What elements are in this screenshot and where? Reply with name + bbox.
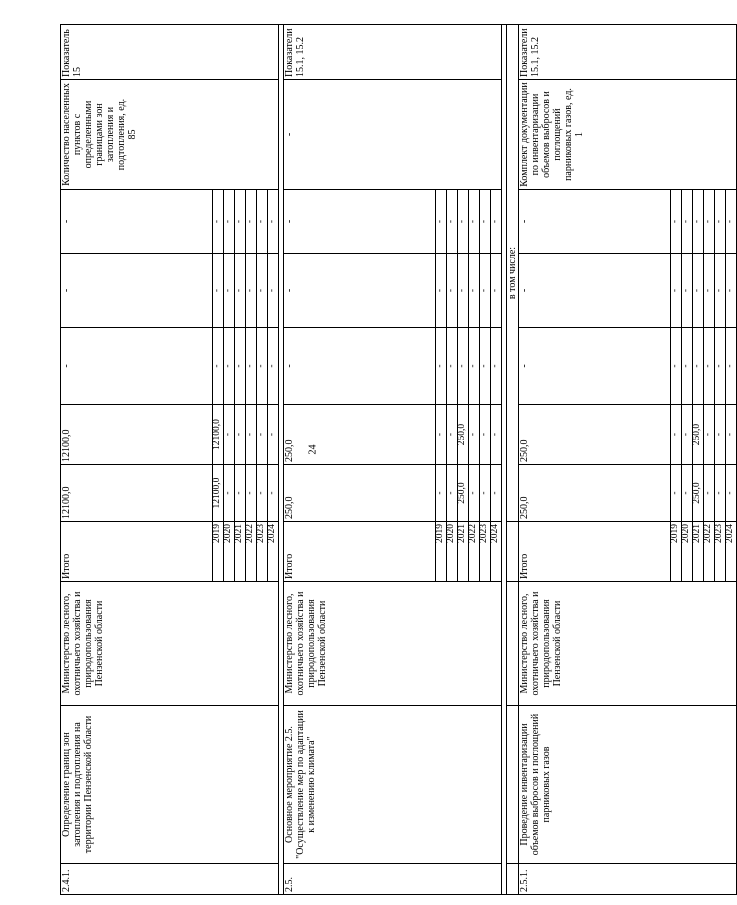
total-value-3: - bbox=[519, 254, 671, 328]
year-cell: 2023 bbox=[257, 522, 268, 582]
activity-executor: Министерство лесного, охотничьего хозяйства и природопользования Пензенской области bbox=[61, 582, 279, 706]
year-value-3: - bbox=[436, 254, 447, 328]
total-value-1: 250,0 bbox=[519, 405, 671, 465]
year-value-4: - bbox=[726, 190, 737, 254]
year-value-0: - bbox=[436, 465, 447, 522]
year-cell: 2021 bbox=[235, 522, 246, 582]
year-cell: 2023 bbox=[480, 522, 491, 582]
indicator-ref: Показатели 15.1, 15.2 bbox=[284, 25, 502, 80]
page-number: 24 bbox=[307, 444, 319, 455]
year-value-1: - bbox=[235, 405, 246, 465]
year-cell: 2022 bbox=[704, 522, 715, 582]
year-value-0: - bbox=[268, 465, 279, 522]
year-cell: 2019 bbox=[436, 522, 447, 582]
year-value-1: - bbox=[224, 405, 235, 465]
year-value-4: - bbox=[704, 190, 715, 254]
activity-name: Основное мероприятие 2.5. "Осуществление мер по адаптации к изменению климата" bbox=[284, 706, 502, 864]
year-value-1: - bbox=[715, 405, 726, 465]
year-cell: 2024 bbox=[491, 522, 502, 582]
year-value-4: - bbox=[224, 190, 235, 254]
activity-name: Определение границ зон затопления и подтопления на территории Пензенской области bbox=[61, 706, 279, 864]
year-value-3: - bbox=[458, 254, 469, 328]
indicator-value: 85 bbox=[127, 129, 138, 140]
year-value-4: - bbox=[715, 190, 726, 254]
year-value-2: - bbox=[257, 328, 268, 405]
year-value-0: - bbox=[671, 465, 682, 522]
year-value-2: - bbox=[458, 328, 469, 405]
year-value-2: - bbox=[682, 328, 693, 405]
intro-empty bbox=[507, 582, 519, 706]
total-value-0: 250,0 bbox=[519, 465, 671, 522]
year-value-4: - bbox=[469, 190, 480, 254]
total-label: Итого bbox=[284, 522, 436, 582]
year-value-4: - bbox=[480, 190, 491, 254]
year-value-1: - bbox=[726, 405, 737, 465]
year-value-4: - bbox=[682, 190, 693, 254]
year-value-3: - bbox=[726, 254, 737, 328]
year-value-2: - bbox=[235, 328, 246, 405]
year-value-1: - bbox=[246, 405, 257, 465]
total-value-2: - bbox=[284, 328, 436, 405]
year-value-4: - bbox=[491, 190, 502, 254]
indicator-ref: Показатели 15.1, 15.2 bbox=[519, 25, 737, 80]
intro-empty bbox=[507, 706, 519, 864]
year-value-2: - bbox=[671, 328, 682, 405]
year-value-4: - bbox=[257, 190, 268, 254]
year-value-0: - bbox=[224, 465, 235, 522]
year-cell: 2020 bbox=[447, 522, 458, 582]
activity-number: 2.4.1. bbox=[61, 864, 279, 895]
total-label: Итого bbox=[519, 522, 671, 582]
year-value-4: - bbox=[235, 190, 246, 254]
year-cell: 2024 bbox=[726, 522, 737, 582]
indicator-ref: Показатель 15 bbox=[61, 25, 279, 80]
intro-row bbox=[507, 25, 519, 895]
year-value-1: - bbox=[447, 405, 458, 465]
program-activities-table bbox=[60, 24, 737, 895]
year-value-0: 250,0 bbox=[693, 465, 704, 522]
year-value-0: - bbox=[246, 465, 257, 522]
year-value-1: - bbox=[469, 405, 480, 465]
year-cell: 2021 bbox=[458, 522, 469, 582]
indicator-name: - bbox=[284, 132, 295, 137]
year-value-3: - bbox=[715, 254, 726, 328]
year-cell: 2019 bbox=[213, 522, 224, 582]
total-value-3: - bbox=[61, 254, 213, 328]
year-value-0: - bbox=[704, 465, 715, 522]
year-value-4: - bbox=[458, 190, 469, 254]
year-value-1: - bbox=[436, 405, 447, 465]
total-value-4: - bbox=[284, 190, 436, 254]
indicator-cell bbox=[519, 80, 737, 190]
total-value-4: - bbox=[61, 190, 213, 254]
year-value-1: - bbox=[491, 405, 502, 465]
total-value-3: - bbox=[284, 254, 436, 328]
year-value-1: - bbox=[682, 405, 693, 465]
indicator-cell bbox=[61, 80, 279, 190]
year-value-2: - bbox=[693, 328, 704, 405]
total-value-1: 12100,0 bbox=[61, 405, 213, 465]
year-cell: 2021 bbox=[693, 522, 704, 582]
activity-number: 2.5. bbox=[284, 864, 502, 895]
indicator-name: Комплект документации по инвентаризации объемов выбросов и поглощений парниковых газов, ед. bbox=[519, 82, 574, 187]
year-value-1: - bbox=[268, 405, 279, 465]
year-value-4: - bbox=[693, 190, 704, 254]
year-value-2: - bbox=[491, 328, 502, 405]
year-value-1: 250,0 bbox=[458, 405, 469, 465]
indicator-value: 1 bbox=[574, 132, 585, 137]
total-value-1: 250,0 bbox=[284, 405, 436, 465]
activity-main-row bbox=[519, 25, 671, 895]
year-value-3: - bbox=[213, 254, 224, 328]
year-value-2: - bbox=[726, 328, 737, 405]
year-value-3: - bbox=[491, 254, 502, 328]
year-value-3: - bbox=[447, 254, 458, 328]
year-value-0: - bbox=[469, 465, 480, 522]
year-value-1: - bbox=[671, 405, 682, 465]
year-value-2: - bbox=[224, 328, 235, 405]
year-value-4: - bbox=[246, 190, 257, 254]
total-value-0: 250,0 bbox=[284, 465, 436, 522]
year-value-3: - bbox=[469, 254, 480, 328]
year-value-0: - bbox=[682, 465, 693, 522]
year-value-2: - bbox=[469, 328, 480, 405]
year-cell: 2023 bbox=[715, 522, 726, 582]
year-value-0: - bbox=[715, 465, 726, 522]
year-value-4: - bbox=[436, 190, 447, 254]
table-body bbox=[61, 25, 737, 895]
rotated-table-wrapper bbox=[60, 25, 735, 895]
year-value-3: - bbox=[671, 254, 682, 328]
year-value-2: - bbox=[268, 328, 279, 405]
year-cell: 2019 bbox=[671, 522, 682, 582]
year-cell: 2022 bbox=[469, 522, 480, 582]
year-cell: 2020 bbox=[224, 522, 235, 582]
year-value-2: - bbox=[447, 328, 458, 405]
intro-empty bbox=[507, 864, 519, 895]
year-value-2: - bbox=[246, 328, 257, 405]
year-value-4: - bbox=[671, 190, 682, 254]
year-value-0: - bbox=[491, 465, 502, 522]
year-value-0: - bbox=[257, 465, 268, 522]
activity-executor: Министерство лесного, охотничьего хозяйства и природопользования Пензенской области bbox=[519, 582, 737, 706]
year-value-2: - bbox=[213, 328, 224, 405]
year-value-4: - bbox=[213, 190, 224, 254]
year-value-3: - bbox=[704, 254, 715, 328]
year-value-0: 250,0 bbox=[458, 465, 469, 522]
activity-number: 2.5.1. bbox=[519, 864, 737, 895]
intro-empty bbox=[507, 522, 519, 582]
year-value-4: - bbox=[447, 190, 458, 254]
year-value-2: - bbox=[715, 328, 726, 405]
year-cell: 2022 bbox=[246, 522, 257, 582]
year-value-3: - bbox=[682, 254, 693, 328]
year-value-3: - bbox=[693, 254, 704, 328]
year-value-1: - bbox=[257, 405, 268, 465]
year-value-2: - bbox=[436, 328, 447, 405]
year-value-1: - bbox=[480, 405, 491, 465]
year-value-3: - bbox=[268, 254, 279, 328]
year-value-0: 12100,0 bbox=[213, 465, 224, 522]
total-label: Итого bbox=[61, 522, 213, 582]
year-value-1: 250,0 bbox=[693, 405, 704, 465]
year-value-0: - bbox=[726, 465, 737, 522]
indicator-name: Количество населенных пунктов с определенными границами зон затопления и подтопления, ед. bbox=[61, 83, 127, 186]
year-value-0: - bbox=[447, 465, 458, 522]
year-value-2: - bbox=[480, 328, 491, 405]
activity-name: Проведение инвентаризации объемов выбросов и поглощений парниковых газов bbox=[519, 706, 737, 864]
year-value-3: - bbox=[224, 254, 235, 328]
year-value-2: - bbox=[704, 328, 715, 405]
total-value-2: - bbox=[519, 328, 671, 405]
total-value-4: - bbox=[519, 190, 671, 254]
indicator-cell bbox=[284, 80, 502, 190]
year-value-1: - bbox=[704, 405, 715, 465]
year-value-4: - bbox=[268, 190, 279, 254]
total-value-2: - bbox=[61, 328, 213, 405]
year-cell: 2024 bbox=[268, 522, 279, 582]
year-value-3: - bbox=[480, 254, 491, 328]
total-value-0: 12100,0 bbox=[61, 465, 213, 522]
year-value-0: - bbox=[235, 465, 246, 522]
year-value-3: - bbox=[257, 254, 268, 328]
activity-executor: Министерство лесного, охотничьего хозяйства и природопользования Пензенской области bbox=[284, 582, 502, 706]
year-value-1: 12100,0 bbox=[213, 405, 224, 465]
year-cell: 2020 bbox=[682, 522, 693, 582]
intro-label: в том числе: bbox=[507, 25, 519, 522]
year-value-0: - bbox=[480, 465, 491, 522]
activity-main-row bbox=[61, 25, 213, 895]
year-value-3: - bbox=[246, 254, 257, 328]
year-value-3: - bbox=[235, 254, 246, 328]
activity-main-row bbox=[284, 25, 436, 895]
